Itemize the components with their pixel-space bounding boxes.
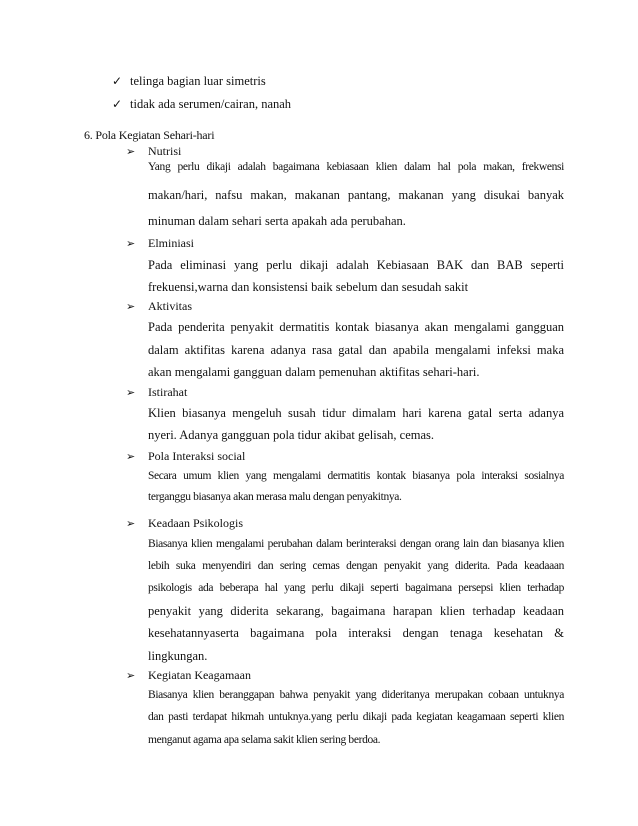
subsection-heading-interaksi-sosial: ➢ Pola Interaksi social (126, 449, 246, 463)
paragraph-line: Biasanya klien beranggapan bahwa penyakit yang dideritanya merupakan cobaan untuknya (148, 689, 564, 701)
arrow-bullet-icon: ➢ (126, 517, 136, 530)
arrow-bullet-icon: ➢ (126, 450, 136, 463)
arrow-bullet-icon: ➢ (126, 237, 136, 250)
subsection-heading-eliminasi: ➢ Elminiasi (126, 236, 194, 250)
paragraph-line: lebih suka menyendiri dan sering cemas dengan penyakit yang diderita. Pada keadaaan (148, 560, 564, 572)
subsection-heading-keagamaan: ➢ Kegiatan Keagamaan (126, 668, 251, 682)
checkmark-icon: ✓ (112, 74, 123, 88)
paragraph-line: akan mengalami gangguan dalam pemenuhan aktifitas sehari-hari. (148, 365, 480, 379)
arrow-bullet-icon: ➢ (126, 145, 136, 158)
paragraph-line: psikologis ada beberapa hal yang perlu dikaji seperti bagaimana persepsi klien terhadap (148, 582, 564, 594)
paragraph-line: Pada eliminasi yang perlu dikaji adalah Kebiasaan BAK dan BAB seperti (148, 258, 564, 272)
paragraph-line: menganut agama apa selama sakit klien sering berdoa. (148, 734, 381, 746)
subsection-heading-nutrisi: ➢ Nutrisi (126, 144, 182, 158)
arrow-bullet-icon: ➢ (126, 669, 136, 682)
paragraph-line: kesehatannyaserta bagaimana pola interaksi dengan tenaga kesehatan & (148, 626, 564, 640)
paragraph-line: penyakit yang diderita sekarang, bagaimana harapan klien terhadap keadaan (148, 604, 564, 618)
subsection-heading-istirahat: ➢ Istirahat (126, 385, 188, 399)
paragraph-line: Secara umum klien yang mengalami dermatitis kontak biasanya pola interaksi sosialnya (148, 470, 564, 482)
arrow-bullet-icon: ➢ (126, 300, 136, 313)
checkmark-icon: ✓ (112, 97, 123, 111)
section-heading: 6. Pola Kegiatan Sehari-hari (84, 128, 215, 142)
subsection-heading-aktivitas: ➢ Aktivitas (126, 299, 192, 313)
paragraph-line: terganggu biasanya akan merasa malu dengan penyakitnya. (148, 491, 402, 503)
paragraph-line: dan pasti terdapat hikmah untuknya.yang perlu dikaji pada kegiatan keagamaan seperti klien (148, 711, 564, 723)
paragraph-line: dalam aktifitas karena adanya rasa gatal dan apabila mengalami infeksi maka (148, 343, 564, 357)
paragraph-line: frekuensi,warna dan konsistensi baik sebelum dan sesudah sakit (148, 280, 469, 294)
paragraph-line: lingkungan. (148, 649, 208, 663)
paragraph-line: nyeri. Adanya gangguan pola tidur akibat gelisah, cemas. (148, 428, 435, 442)
paragraph-line: Klien biasanya mengeluh susah tidur dimalam hari karena gatal serta adanya (148, 406, 564, 420)
subsection-heading-psikologis: ➢ Keadaan Psikologis (126, 516, 243, 530)
paragraph-line: minuman dalam sehari serta apakah ada perubahan. (148, 214, 406, 228)
paragraph-line: Biasanya klien mengalami perubahan dalam berinteraksi dengan orang lain dan biasanya klien (148, 538, 564, 550)
checklist-item: ✓ telinga bagian luar simetris (112, 74, 266, 88)
paragraph-line: Pada penderita penyakit dermatitis kontak biasanya akan mengalami gangguan (148, 320, 564, 334)
paragraph-line: makan/hari, nafsu makan, makanan pantang, makanan yang disukai banyak (148, 188, 564, 202)
paragraph-line: Yang perlu dikaji adalah bagaimana kebiasaan klien dalam hal pola makan, frekwensi (148, 161, 564, 173)
checklist-item: ✓ tidak ada serumen/cairan, nanah (112, 97, 292, 111)
arrow-bullet-icon: ➢ (126, 386, 136, 399)
